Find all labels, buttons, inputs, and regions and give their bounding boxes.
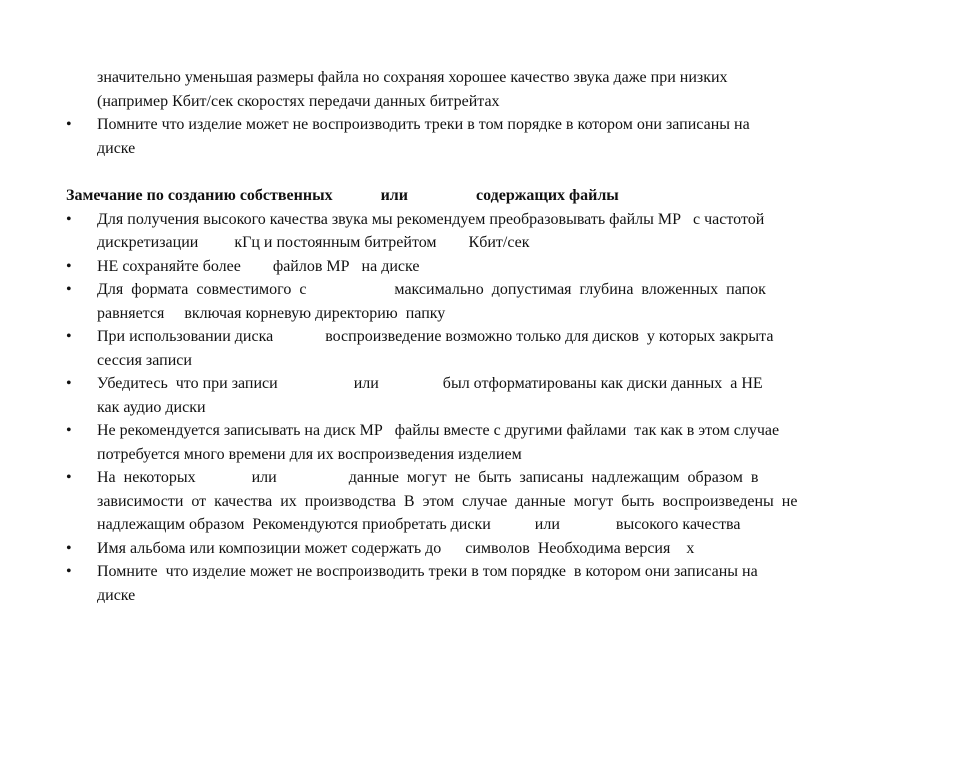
bullet-line: При использовании диска воспроизведение возможно только для дисков у которых закрыта: [97, 328, 774, 345]
notes-bullet-list: [66, 208, 889, 608]
bullet-line: Для получения высокого качества звука мы рекомендуем преобразовывать файлы МР с частотой: [97, 210, 765, 228]
bullet-line: Не рекомендуется записывать на диск МР файлы вместе с другими файлами так как в этом случае: [97, 422, 780, 439]
bullet-line: НЕ сохраняйте более файлов МР на диске: [97, 257, 420, 275]
bullet-line: диске: [97, 586, 136, 604]
bullet-icon: •: [66, 281, 72, 298]
bullet-line: Убедитесь что при записи или был отформатированы как диски данных а НЕ: [97, 375, 763, 392]
list-item: [66, 208, 889, 255]
bullet-line: Имя альбома или композиции может содержать до символов Необходима версия х: [97, 539, 695, 557]
list-item: [66, 372, 889, 419]
list-item: [66, 255, 889, 279]
bullet-icon: •: [66, 422, 72, 439]
list-item: [66, 560, 889, 607]
intro-paragraph: [97, 66, 889, 113]
intro-line-1-text: значительно уменьшая размеры файла но сохраняя хорошее качество звука даже при низких: [97, 69, 728, 86]
list-item: [66, 278, 889, 325]
list-item: [66, 466, 889, 537]
bullet-icon: •: [66, 328, 72, 345]
bullet-icon: •: [66, 375, 72, 392]
document-body: [66, 66, 889, 607]
bullet-line: Помните что изделие может не воспроизводить треки в том порядке в котором они записаны на: [97, 116, 750, 133]
bullet-line: На некоторых или данные могут не быть записаны надлежащим образом в: [97, 469, 759, 486]
bullet-line: диске: [97, 139, 136, 157]
intro-line-1: [97, 66, 889, 90]
bullet-icon: •: [66, 116, 72, 133]
bullet-icon: •: [66, 257, 72, 275]
top-bullet-list: [66, 113, 889, 160]
bullet-line: равняется включая корневую директорию папку: [97, 304, 446, 322]
section-heading: Замечание по созданию собственных или содержащих файлы: [66, 187, 619, 204]
bullet-icon: •: [66, 210, 72, 228]
bullet-line: потребуется много времени для их воспроизведения изделием: [97, 445, 522, 463]
list-item: [66, 537, 889, 561]
bullet-line: Помните что изделие может не воспроизводить треки в том порядке в котором они записаны на: [97, 563, 758, 580]
bullet-icon: •: [66, 563, 72, 580]
bullet-line: Для формата совместимого с максимально допустимая глубина вложенных папок: [97, 281, 766, 298]
list-item: [66, 325, 889, 372]
bullet-line: надлежащим образом Рекомендуются приобретать диски или высокого качества: [97, 516, 741, 533]
bullet-icon: •: [66, 469, 72, 486]
bullet-line: как аудио диски: [97, 398, 206, 416]
list-item: [66, 113, 889, 160]
bullet-line: зависимости от качества их производства В этом случае данные могут быть воспроизведены не: [97, 492, 798, 510]
bullet-line: дискретизации кГц и постоянным битрейтом Кбит/сек: [97, 234, 530, 251]
bullet-line: сессия записи: [97, 351, 192, 369]
list-item: [66, 419, 889, 466]
intro-line-2: (например Кбит/сек скоростях передачи данных битрейтах: [97, 92, 500, 110]
bullet-icon: •: [66, 539, 72, 557]
